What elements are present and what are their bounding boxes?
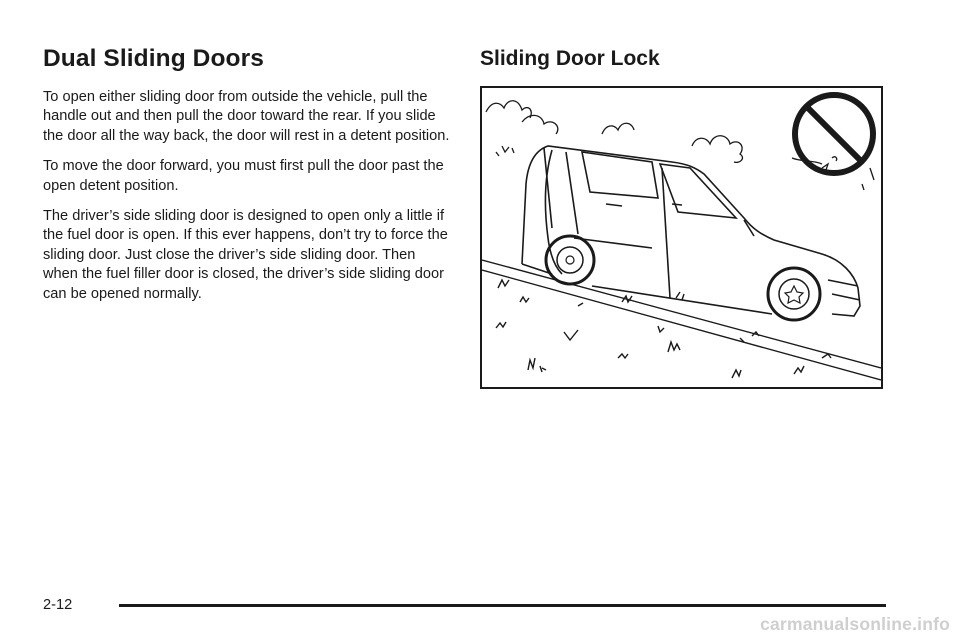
van-on-slope-illustration [480, 86, 883, 389]
paragraph-fuel-door-warning: The driver’s side sliding door is designed to open only a little if the fuel door is open. If this ever happens, don’t try to force the sliding door. Just close the driver’s side sliding door. Then when the fuel filler door is closed, the driver’s side sliding door can be opened normally. [43, 208, 448, 302]
road-slope [482, 260, 881, 380]
section-title-sliding-door-lock: Sliding Door Lock [480, 47, 660, 70]
van-illustration-svg [482, 88, 881, 387]
footer-rule [119, 604, 886, 607]
paragraph-open-door: To open either sliding door from outside the vehicle, pull the handle out and then pull the door toward the rear. If you slide the door all the way back, the door will rest in a detent position. [43, 89, 450, 144]
left-column [43, 44, 451, 315]
watermark: carmanualsonline.info [760, 614, 950, 634]
paragraph-move-door-forward: To move the door forward, you must first pull the door past the open detent position. [43, 158, 444, 194]
prohibition-icon [795, 95, 873, 173]
section-title-dual-sliding-doors: Dual Sliding Doors [43, 45, 264, 72]
right-column [480, 44, 886, 389]
wheels-drawing [546, 236, 820, 320]
grass-tufts [496, 280, 831, 378]
page-number: 2-12 [43, 597, 73, 613]
